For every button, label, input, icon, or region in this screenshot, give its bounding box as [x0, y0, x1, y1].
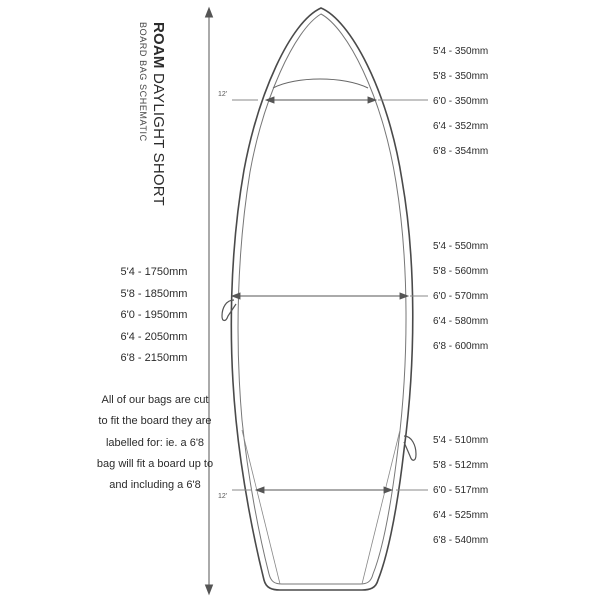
list-item: 6'4 - 2050mm [120, 330, 188, 343]
list-item: 6'0 - 570mm [433, 291, 489, 302]
list-item: 6'4 - 352mm [433, 121, 489, 132]
title-block [121, 22, 181, 222]
list-item: 5'4 - 550mm [433, 241, 489, 252]
tail-width-list [433, 428, 553, 553]
list-item: 6'8 - 600mm [433, 341, 489, 352]
list-item: 5'8 - 512mm [433, 460, 489, 471]
middle-width-list [433, 234, 553, 359]
left-handle [222, 300, 236, 321]
fit-note: All of our bags are cut to fit the board they are labelled for: ie. a 6'8 bag will fit a board up to and including a 6'8 [96, 394, 214, 492]
model-name: DAYLIGHT SHORT [150, 73, 167, 206]
page-subtitle: BOARD BAG SCHEMATIC [138, 22, 148, 142]
list-item: 6'0 - 350mm [433, 96, 489, 107]
nose-width-list [433, 39, 553, 164]
list-item: 6'8 - 540mm [433, 535, 489, 546]
page-title [150, 22, 167, 206]
list-item: 5'8 - 350mm [433, 71, 489, 82]
list-item: 6'4 - 580mm [433, 316, 489, 327]
tail-offset-label: 12' [218, 493, 228, 500]
list-item: 6'0 - 517mm [433, 485, 489, 496]
nose-offset-label: 12' [218, 91, 228, 98]
list-item: 5'8 - 1850mm [120, 287, 188, 300]
length-arrow [206, 8, 213, 594]
list-item: 5'4 - 1750mm [120, 266, 188, 278]
list-item: 5'8 - 560mm [433, 266, 489, 277]
bag-outline-outer [231, 8, 412, 590]
brand-name: ROAM [150, 22, 167, 69]
list-item: 6'8 - 2150mm [120, 352, 188, 365]
nose-panel-seam [273, 79, 368, 88]
list-item: 6'8 - 354mm [433, 146, 489, 157]
list-item: 5'4 - 510mm [433, 435, 489, 446]
list-item: 6'0 - 1950mm [120, 309, 188, 322]
middle-width-arrow [232, 293, 428, 299]
list-item: 5'4 - 350mm [433, 46, 489, 57]
length-list [104, 262, 204, 370]
list-item: 6'4 - 525mm [433, 510, 489, 521]
